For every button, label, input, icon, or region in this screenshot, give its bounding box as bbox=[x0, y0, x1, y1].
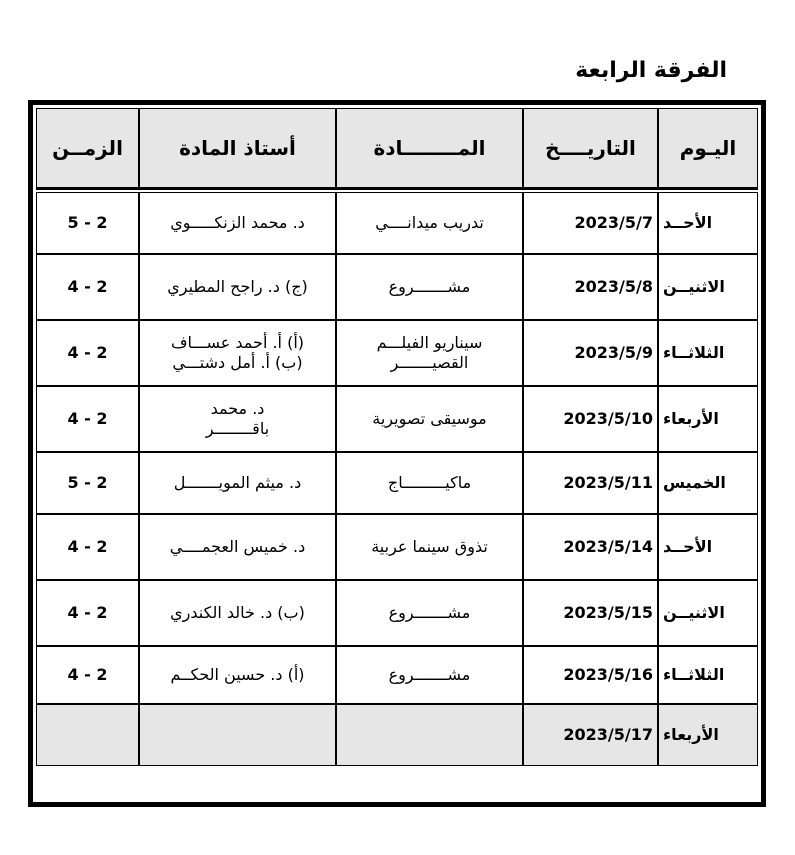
cell-teacher bbox=[139, 646, 336, 704]
date-text: 2023/5/9 bbox=[574, 343, 653, 362]
cell-teacher bbox=[139, 580, 336, 646]
cell-subject bbox=[336, 452, 523, 514]
header-row bbox=[36, 108, 758, 190]
subject-line: موسيقى تصويرية bbox=[372, 409, 487, 428]
date-text: 2023/5/17 bbox=[563, 725, 653, 744]
header-day: اليـوم bbox=[658, 108, 758, 190]
cell-time bbox=[36, 580, 139, 646]
cell-date bbox=[523, 192, 658, 254]
cell-teacher bbox=[139, 320, 336, 386]
subject-line: مشـــــــروع bbox=[388, 277, 471, 296]
time-text: 5 - 2 bbox=[67, 213, 108, 232]
date-text: 2023/5/10 bbox=[563, 409, 653, 428]
date-text: 2023/5/14 bbox=[563, 537, 653, 556]
time-text: 4 - 2 bbox=[67, 603, 108, 622]
date-text: 2023/5/16 bbox=[563, 665, 653, 684]
subject-line: مشـــــــروع bbox=[388, 665, 471, 684]
header-time: الزمــن bbox=[36, 108, 139, 190]
cell-time bbox=[36, 254, 139, 320]
teacher-line: د. خميس العجمــــي bbox=[169, 537, 306, 556]
cell-time bbox=[36, 514, 139, 580]
date-text: 2023/5/7 bbox=[574, 213, 653, 232]
cell-subject bbox=[336, 646, 523, 704]
subject-line: القصيـــــــر bbox=[390, 353, 469, 372]
date-text: 2023/5/8 bbox=[574, 277, 653, 296]
cell-time bbox=[36, 192, 139, 254]
cell-teacher bbox=[139, 704, 336, 766]
table-row bbox=[36, 386, 758, 452]
time-text: 4 - 2 bbox=[67, 343, 108, 362]
teacher-line: د. ميثم المويـــــــل bbox=[173, 473, 302, 492]
date-text: 2023/5/11 bbox=[563, 473, 653, 492]
teacher-line: (أ) أ. أحمد عســـاف bbox=[170, 333, 305, 352]
cell-date bbox=[523, 646, 658, 704]
table-row bbox=[36, 254, 758, 320]
cell-teacher bbox=[139, 452, 336, 514]
cell-day: الأحــد bbox=[658, 192, 758, 254]
time-text: 4 - 2 bbox=[67, 409, 108, 428]
cell-subject bbox=[336, 320, 523, 386]
cell-teacher bbox=[139, 514, 336, 580]
page-title: الفرقة الرابعة bbox=[575, 58, 727, 83]
time-text: 5 - 2 bbox=[67, 473, 108, 492]
teacher-line: د. محمد bbox=[210, 399, 265, 418]
cell-date bbox=[523, 452, 658, 514]
cell-subject bbox=[336, 580, 523, 646]
cell-subject bbox=[336, 192, 523, 254]
schedule-frame bbox=[28, 100, 766, 807]
time-text: 4 - 2 bbox=[67, 537, 108, 556]
teacher-line: (ب) أ. أمل دشتـــي bbox=[172, 353, 303, 372]
subject-line: تدريب ميدانــــي bbox=[375, 213, 484, 232]
cell-time bbox=[36, 452, 139, 514]
cell-date bbox=[523, 320, 658, 386]
time-text: 4 - 2 bbox=[67, 277, 108, 296]
cell-day: الاثنيــن bbox=[658, 580, 758, 646]
header-subject: المــــــــادة bbox=[336, 108, 523, 190]
header-teacher: أستاذ المادة bbox=[139, 108, 336, 190]
cell-day: الأحــد bbox=[658, 514, 758, 580]
teacher-line: (ج) د. راجح المطيري bbox=[167, 277, 308, 296]
cell-date bbox=[523, 386, 658, 452]
cell-day: الثلاثــاء bbox=[658, 646, 758, 704]
cell-time bbox=[36, 646, 139, 704]
date-text: 2023/5/15 bbox=[563, 603, 653, 622]
cell-date bbox=[523, 704, 658, 766]
teacher-line: د. محمد الزنكـــــوي bbox=[170, 213, 305, 232]
teacher-line: (ب) د. خالد الكندري bbox=[170, 603, 305, 622]
cell-date bbox=[523, 580, 658, 646]
subject-line: مشـــــــروع bbox=[388, 603, 471, 622]
subject-line: ماكيـــــــــاج bbox=[387, 473, 472, 492]
cell-teacher bbox=[139, 192, 336, 254]
table-row bbox=[36, 646, 758, 704]
cell-time bbox=[36, 320, 139, 386]
subject-line: تذوق سينما عربية bbox=[371, 537, 488, 556]
cell-day: الأربعاء bbox=[658, 386, 758, 452]
table-row bbox=[36, 320, 758, 386]
cell-subject bbox=[336, 386, 523, 452]
teacher-line: (أ) د. حسين الحكــم bbox=[170, 665, 305, 684]
cell-teacher bbox=[139, 254, 336, 320]
table-row bbox=[36, 580, 758, 646]
table-row bbox=[36, 514, 758, 580]
cell-day: الأربعاء bbox=[658, 704, 758, 766]
table-row bbox=[36, 704, 758, 766]
cell-subject bbox=[336, 254, 523, 320]
teacher-line: باقــــــــر bbox=[205, 419, 270, 438]
subject-line: سيناريو الفيلـــم bbox=[376, 333, 483, 352]
table-row bbox=[36, 452, 758, 514]
cell-subject bbox=[336, 704, 523, 766]
header-date: التاريــــخ bbox=[523, 108, 658, 190]
cell-day: الخميس bbox=[658, 452, 758, 514]
cell-time bbox=[36, 386, 139, 452]
schedule-table bbox=[36, 108, 758, 766]
cell-date bbox=[523, 514, 658, 580]
cell-date bbox=[523, 254, 658, 320]
cell-day: الثلاثــاء bbox=[658, 320, 758, 386]
cell-subject bbox=[336, 514, 523, 580]
time-text: 4 - 2 bbox=[67, 665, 108, 684]
table-row bbox=[36, 192, 758, 254]
cell-day: الاثنيــن bbox=[658, 254, 758, 320]
cell-teacher bbox=[139, 386, 336, 452]
cell-time bbox=[36, 704, 139, 766]
